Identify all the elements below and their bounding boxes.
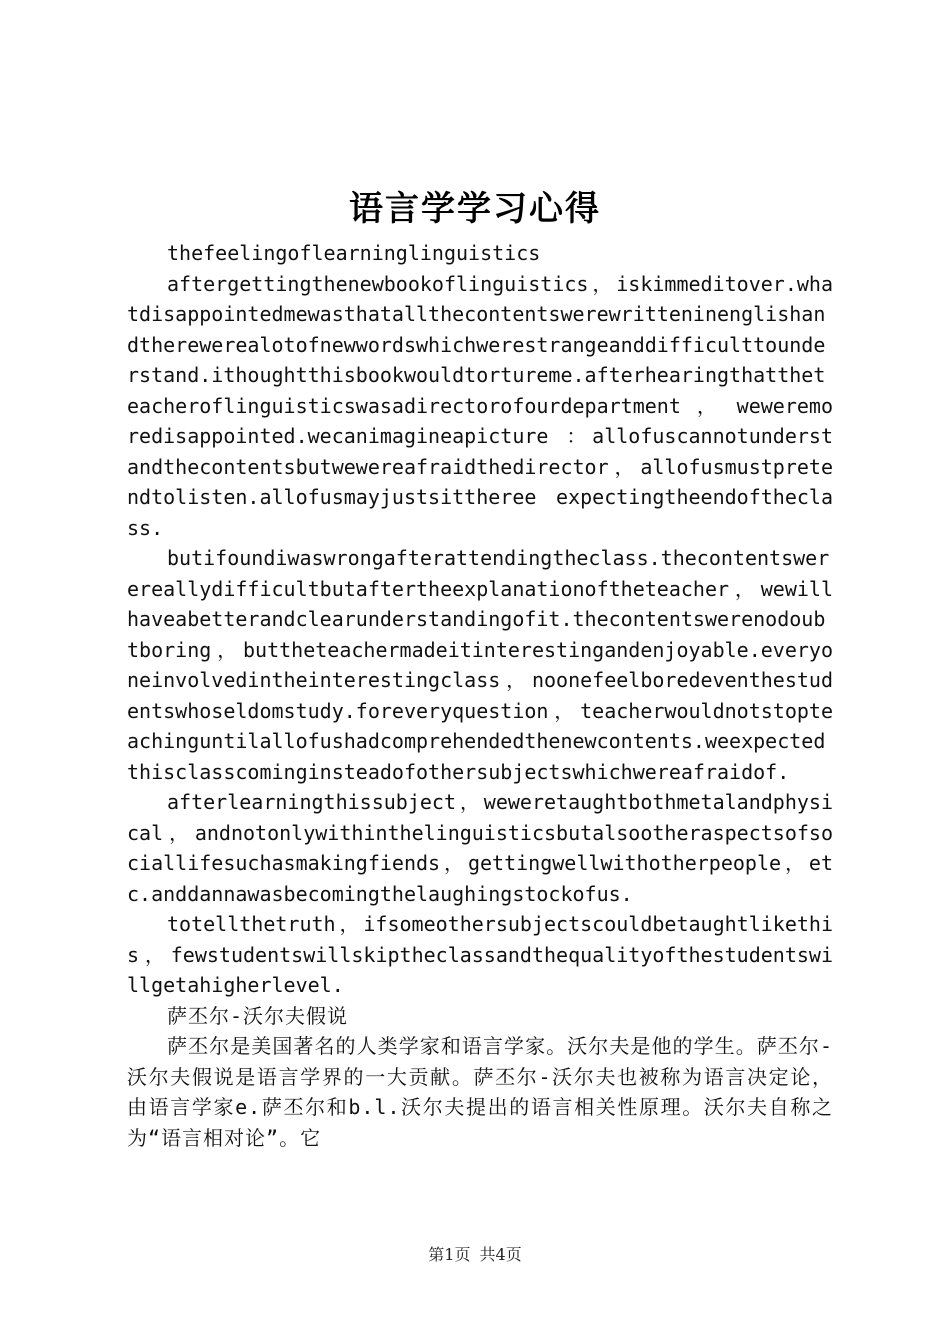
document-title: 语言学学习心得: [349, 189, 601, 229]
paragraph-4: totellthetruth，ifsomeothersubjectscouldbetaughtlikethis，fewstudentswillskiptheclassandthequalityofthestudentswillgetahigherlevel.: [127, 912, 833, 997]
paragraph-2: butifoundiwaswrongafterattendingtheclass.thecontentswerereallydifficultbutaftertheexplanationoftheteacher，wewillhaveabetterandclearunderstandingofit.thecontentswerenodoubtboring，buttheteachermadeitinterestingandenjoyable.everyoneinvolvedintheinterestingclass，noonefeelboredeventhestudentswhoseldomstudy.foreveryquestion，teacherwouldnotstopteachinguntilallofushadcomprehendedthenewcontents.weexpectedthisclasscominginsteadofothersubjectswhichwereafraidof.: [127, 546, 833, 784]
paragraph-1: aftergettingthenewbookoflinguistics，iskimmeditover.whatdisappointedmewasthatallthecontentswerewritteninenglishandtherewerealotofnewwordswhichwerestrangeanddifficulttounderstand.ithoughtthisbookwouldtortureme.afterhearingthattheteacheroflinguisticswasadirectorofourdepartment ， weweremoredisappointed.wecanimagineapicture ：allofuscannotunderstandthecontentsbutwewereafraidthedirector，allofusmustpretendtolisten.allofusmayjustsittheree expectingtheendoftheclass.: [127, 271, 833, 540]
paragraph-chinese: 萨丕尔是美国著名的人类学家和语言学家。沃尔夫是他的学生。萨丕尔-沃尔夫假说是语言学界的一大贡献。萨丕尔-沃尔夫也被称为语言决定论，由语言学家e.萨丕尔和b.l.沃尔夫提出的语言相关性原理。沃尔夫自称之为“语言相对论”。它: [127, 1034, 833, 1150]
paragraph-english-title: thefeelingoflearninglinguistics: [167, 241, 541, 265]
section-heading: 萨丕尔-沃尔夫假说: [167, 1003, 349, 1028]
document-body: [127, 238, 833, 1153]
page-number: 第1页 共4页: [428, 1245, 522, 1264]
paragraph-3: afterlearningthissubject，weweretaughtbothmetalandphysical，andnotonlywithinthelinguisticsbutalsootheraspectsofsociallifesuchasmakingfiends，gettingwellwithotherpeople，etc.anddannawasbecomingthelaughingstockofus.: [127, 790, 833, 906]
